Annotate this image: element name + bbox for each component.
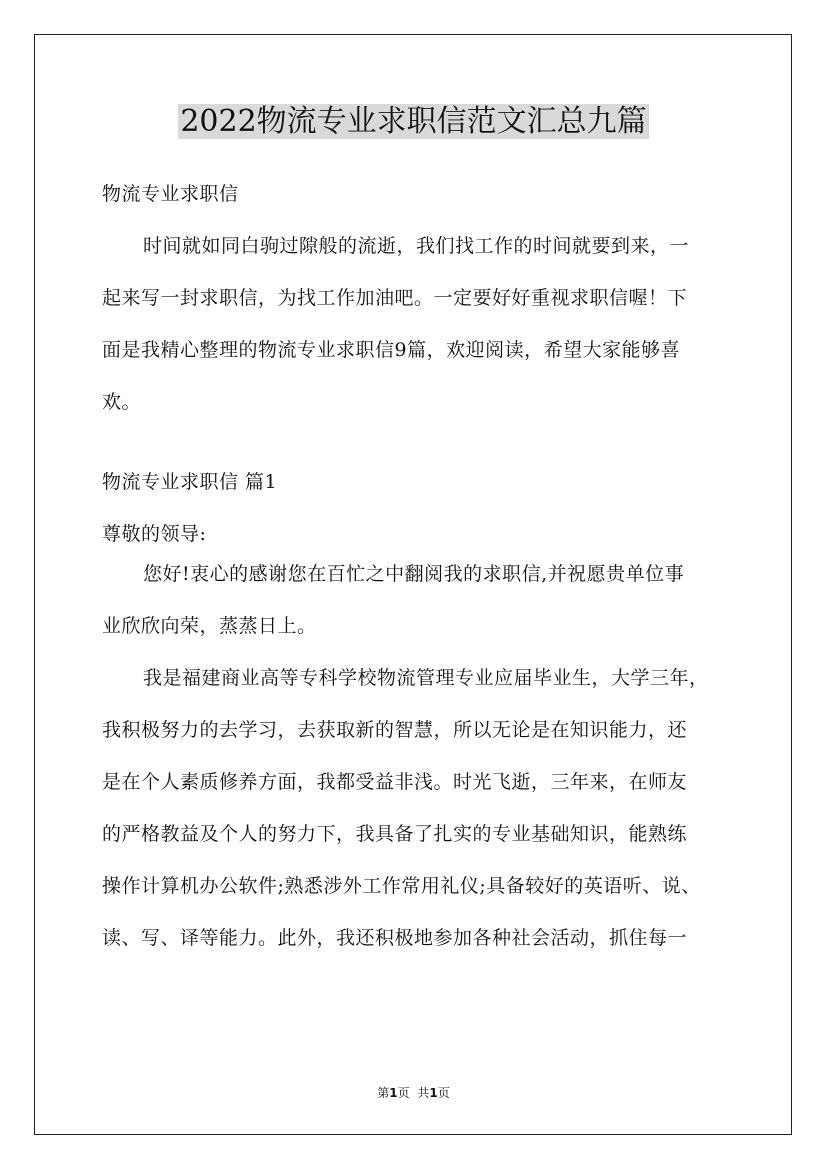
paragraph-line: 是在个人素质修养方面，我都受益非浅。时光飞逝，三年来，在师友 [102, 771, 688, 793]
intro-heading: 物流专业求职信 [102, 183, 239, 205]
intro-line: 面是我精心整理的物流专业求职信9篇，欢迎阅读，希望大家能够喜 [102, 339, 681, 361]
intro-line: 起来写一封求职信，为找工作加油吧。一定要好好重视求职信喔！下 [102, 287, 688, 309]
page-footer [0, 1084, 827, 1101]
paragraph-line: 我是福建商业高等专科学校物流管理专业应届毕业生，大学三年， [143, 667, 709, 689]
salutation: 尊敬的领导: [102, 523, 207, 545]
document-title [0, 100, 827, 144]
total-label-suffix: 页 [437, 1086, 450, 1100]
paragraph-line: 的严格教益及个人的努力下，我具备了扎实的专业基础知识，能熟练 [102, 823, 688, 845]
paragraph-line: 业欣欣向荣，蒸蒸日上。 [102, 615, 317, 637]
page-label-prefix: 第 [377, 1086, 390, 1100]
paragraph-line: 我积极努力的去学习，去获取新的智慧，所以无论是在知识能力，还 [102, 719, 688, 741]
paragraph-line: 操作计算机办公软件;熟悉涉外工作常用礼仪;具备较好的英语听、说、 [102, 875, 701, 897]
section-spacer [102, 428, 738, 456]
total-label-prefix: 共 [417, 1086, 430, 1100]
paragraph-line: 读、写、译等能力。此外，我还积极地参加各种社会活动，抓住每一 [102, 927, 688, 949]
total-pages: 1 [429, 1086, 438, 1100]
intro-line: 欢。 [102, 391, 142, 413]
document-title-text: 2022物流专业求职信范文汇总九篇 [180, 104, 647, 139]
page-number: 1 [389, 1086, 398, 1100]
section-heading: 物流专业求职信 篇1 [102, 471, 278, 493]
paragraph-line: 您好!衷心的感谢您在百忙之中翻阅我的求职信,并祝愿贵单位事 [143, 563, 685, 585]
page-label-suffix: 页 [397, 1086, 410, 1100]
document-body [102, 168, 738, 964]
intro-line: 时间就如同白驹过隙般的流逝，我们找工作的时间就要到来，一 [143, 235, 690, 257]
